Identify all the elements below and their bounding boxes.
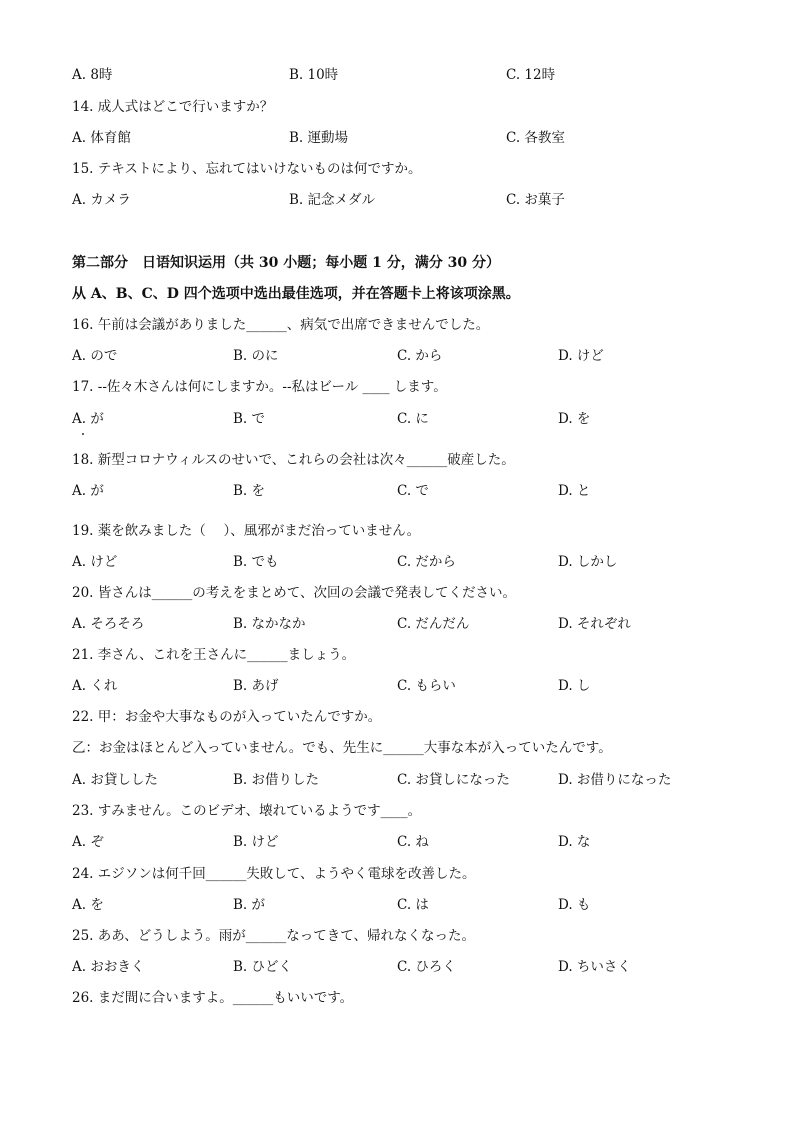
q14-text: 14. 成人式はどこで行いますか？: [72, 99, 274, 115]
q20-option-c: C. だんだん: [397, 616, 470, 632]
q18-option-d: D. と: [558, 483, 591, 499]
q24-option-c: C. は: [397, 897, 429, 913]
q20-option-b: B. なかなか: [233, 616, 306, 632]
stray-dot: [82, 433, 84, 435]
q13-option-c: C. 12時: [506, 67, 556, 83]
q23-option-a: A. ぞ: [72, 834, 104, 850]
q15-option-c: C. お菓子: [506, 192, 565, 208]
section-title: 第二部分 日语知识运用（共 30 小题；每小题 1 分，满分 30 分）: [72, 255, 500, 271]
q18-option-a: A. が: [72, 483, 104, 499]
q13-option-b: B. 10時: [289, 67, 339, 83]
q22-option-b: B. お借りした: [233, 772, 320, 788]
q21-text: 21. 李さん、これを王さんに______ましょう。: [72, 647, 356, 663]
q24-text: 24. エジソンは何千回______失敗して、ようやく電球を改善した。: [72, 866, 476, 882]
q21-option-d: D. し: [558, 678, 591, 694]
q23-option-b: B. けど: [233, 834, 279, 850]
q17-option-d: D. を: [558, 411, 591, 427]
q25-option-a: A. おおきく: [72, 959, 145, 975]
q22-text-2: 乙：お金はほとんど入っていません。でも、先生に______大事な本が入っていたんです。: [72, 740, 612, 756]
q14-option-c: C. 各教室: [506, 130, 565, 146]
q21-option-b: B. あげ: [233, 678, 279, 694]
q20-option-d: D. それぞれ: [558, 616, 631, 632]
q16-text: 16. 午前は会議がありました______、病気で出席できませんでした。: [72, 317, 490, 333]
q17-option-c: C. に: [397, 411, 429, 427]
q19-text: 19. 薬を飲みました（ ）、風邪がまだ治っていません。: [72, 523, 421, 539]
q21-option-a: A. くれ: [72, 678, 118, 694]
q25-option-b: B. ひどく: [233, 959, 293, 975]
q16-option-c: C. から: [397, 348, 443, 364]
q16-option-a: A. ので: [72, 348, 118, 364]
q25-text: 25. ああ、どうしよう。雨が______なってきて、帰れなくなった。: [72, 928, 475, 944]
q24-option-d: D. も: [558, 897, 591, 913]
q23-text: 23. すみません。このビデオ、壊れているようです____。: [72, 803, 422, 819]
q19-option-a: A. けど: [72, 554, 118, 570]
q22-text: 22. 甲：お金や大事なものが入っていたんですか。: [72, 709, 382, 725]
q13-option-a: A. 8時: [72, 67, 113, 83]
q17-option-a: A. が: [72, 411, 104, 427]
q19-option-b: B. でも: [233, 554, 279, 570]
q23-option-d: D. な: [558, 834, 591, 850]
q22-option-c: C. お貸しになった: [397, 772, 510, 788]
q25-option-c: C. ひろく: [397, 959, 456, 975]
q18-option-c: C. で: [397, 483, 429, 499]
q19-option-d: D. しかし: [558, 554, 618, 570]
q20-option-a: A. そろそろ: [72, 616, 145, 632]
q16-option-d: D. けど: [558, 348, 604, 364]
section-instruction: 从 A、B、C、D 四个选项中选出最佳选项，并在答题卡上将该项涂黑。: [72, 286, 520, 302]
q15-option-a: A. カメラ: [72, 192, 131, 208]
q18-text: 18. 新型コロナウィルスのせいで、これらの会社は次々______破産した。: [72, 452, 515, 468]
q21-option-c: C. もらい: [397, 678, 456, 694]
q23-option-c: C. ね: [397, 834, 429, 850]
q22-option-d: D. お借りになった: [558, 772, 672, 788]
q22-option-a: A. お貸しした: [72, 772, 158, 788]
q14-option-b: B. 運動場: [289, 130, 349, 146]
q17-option-b: B. で: [233, 411, 266, 427]
q20-text: 20. 皆さんは______の考えをまとめて、次回の会議で発表してください。: [72, 585, 516, 601]
q15-text: 15. テキストにより、忘れてはいけないものは何ですか。: [72, 161, 422, 177]
q16-option-b: B. のに: [233, 348, 279, 364]
q24-option-b: B. が: [233, 897, 266, 913]
q17-text: 17. --佐々木さんは何にしますか。--私はビール ____ します。: [72, 379, 447, 395]
q26-text: 26. まだ間に合いますよ。______もいいです。: [72, 990, 354, 1006]
q25-option-d: D. ちいさく: [558, 959, 631, 975]
q15-option-b: B. 記念メダル: [289, 192, 376, 208]
q18-option-b: B. を: [233, 483, 266, 499]
q14-option-a: A. 体育館: [72, 130, 131, 146]
q19-option-c: C. だから: [397, 554, 456, 570]
q24-option-a: A. を: [72, 897, 104, 913]
